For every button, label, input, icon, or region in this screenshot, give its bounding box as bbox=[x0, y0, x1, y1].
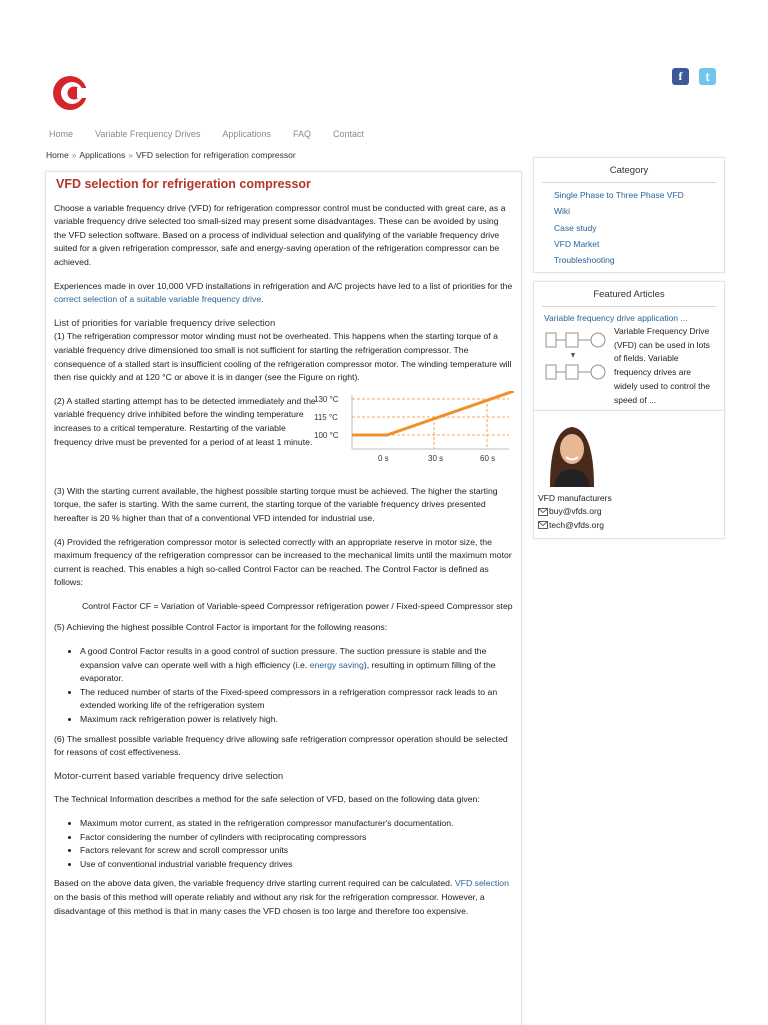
final-text-end: on the basis of this method will operate reliably and without any risk for the refrigeration compressor. However, a disadvantage of this method is that in many cases the VFD chosen is too large and therefore too expensive. bbox=[54, 891, 485, 916]
facebook-icon[interactable]: f bbox=[672, 68, 689, 85]
list-item: • Factors relevant for screw and scroll compressor units bbox=[80, 844, 513, 858]
experience-text: Experiences made in over 10,000 VFD installations in refrigeration and A/C projects have led to a list of priorities for the bbox=[54, 280, 513, 291]
list-item: • The reduced number of starts of the Fixed-speed compressors in a refrigeration compressor rack leads to an extended working life of the refrigeration system bbox=[80, 686, 513, 713]
experience-end: . bbox=[261, 294, 264, 305]
contact-avatar bbox=[540, 419, 604, 487]
temperature-curve bbox=[352, 391, 514, 435]
y-label-115: 115 °C bbox=[314, 412, 338, 422]
priority-3: (3) With the starting current available, the highest possible starting torque must be achieved. The higher the starting torque, the safer is starting. With the same current, the starting torque of the variable frequency drives presented hereafter is 20 % higher than that of a conventional VFD intended for industrial use. bbox=[54, 485, 498, 523]
featured-article-link[interactable]: Variable frequency drive application ... bbox=[544, 313, 688, 323]
page-title: VFD selection for refrigeration compressor bbox=[56, 177, 311, 191]
motor-current-heading: Motor-current based variable frequency drive selection bbox=[54, 770, 284, 782]
x-label-60s: 60 s bbox=[480, 453, 496, 463]
priority-6: (6) The smallest possible variable frequency drive allowing safe refrigeration compressor operation should be selected for reasons of cost effectiveness. bbox=[54, 733, 508, 758]
priority-2: (2) A stalled starting attempt has to be detected immediately and the variable frequency drive inhibited before the winding temperature increases to a critical temperature. Restarting of the variable frequency drive must be prevented for a period of at least 1 minute. bbox=[54, 395, 316, 447]
mail-icon bbox=[538, 508, 548, 516]
list-item: • Maximum rack refrigeration power is relatively high. bbox=[80, 713, 513, 727]
breadcrumb-home[interactable]: Home bbox=[46, 150, 69, 160]
breadcrumb-applications[interactable]: Applications bbox=[79, 150, 126, 160]
temperature-figure bbox=[304, 391, 514, 473]
category-item-single-phase[interactable]: Single Phase to Three Phase VFD bbox=[554, 190, 684, 200]
social-links bbox=[672, 68, 716, 85]
email-tech-link[interactable]: tech@vfds.org bbox=[549, 519, 604, 530]
nav-applications[interactable]: Applications bbox=[222, 129, 271, 139]
category-item-wiki[interactable]: Wiki bbox=[554, 206, 571, 217]
list-item: • Maximum motor current, as stated in the refrigeration compressor manufacturer's documentation. bbox=[80, 817, 513, 831]
featured-article-text: Variable Frequency Drive (VFD) can be used in lots of fields. Variable frequency drives are widely used to control the speed of ... bbox=[614, 326, 710, 405]
featured-article-body bbox=[534, 323, 724, 413]
priority-5: (5) Achieving the highest possible Control Factor is important for the following reasons: bbox=[54, 622, 388, 633]
nav-variable-frequency-drives[interactable]: Variable Frequency Drives bbox=[95, 129, 201, 139]
intro-paragraph: Choose a variable frequency drive (VFD) for refrigeration compressor control must be conducted with great care, as a variable frequency drive selected too small-sized may present some disadvantages. These can be avoided by using the VFD selection software. Based on a process of individual selection and qualifying of the variable frequency drive suited for a given refrigeration compressor, safe and energy-saving operation of the refrigeration compressor can be achieved. bbox=[54, 202, 506, 267]
featured-diagram-thumbnail[interactable] bbox=[540, 325, 610, 389]
mail-icon bbox=[538, 521, 548, 529]
article-header bbox=[54, 178, 513, 192]
contact-buy bbox=[538, 505, 718, 519]
main-nav bbox=[49, 129, 386, 139]
featured-title: Featured Articles bbox=[542, 282, 716, 307]
breadcrumb bbox=[46, 150, 296, 160]
y-label-100: 100 °C bbox=[314, 430, 339, 440]
category-item-vfd-market[interactable]: VFD Market bbox=[554, 238, 600, 249]
priority-4: (4) Provided the refrigeration compressor motor is selected correctly with an appropriate reserve in motor size, the maximum frequency of the refrigeration compressor can be increased to the mechanical limits until the maximum motor current is reached. This enables a high so-called Control Factor can be reached. The Control Factor is defined as follows: bbox=[54, 536, 512, 588]
x-label-0s: 0 s bbox=[378, 453, 389, 463]
category-list bbox=[534, 183, 724, 272]
breadcrumb-current: VFD selection for refrigeration compressor bbox=[136, 150, 296, 160]
nav-contact[interactable]: Contact bbox=[332, 129, 364, 139]
experience-paragraph bbox=[54, 280, 513, 307]
reason-1-end: ), resulting in optimum filling of the evaporator. bbox=[80, 659, 496, 684]
y-label-130: 130 °C bbox=[314, 394, 339, 404]
list-item: • Use of conventional industrial variable frequency drives bbox=[80, 858, 513, 872]
tech-info-paragraph: The Technical Information describes a method for the safe selection of VFD, based on the following data given: bbox=[54, 794, 480, 805]
x-label-30s: 30 s bbox=[428, 453, 444, 463]
nav-home[interactable]: Home bbox=[49, 129, 74, 139]
priority-1: (1) The refrigeration compressor motor winding must not be overheated. This happens when the starting torque of a variable frequency drive dimensioned too small is not sufficient for starting the refrigeration compressor. The consequence of a stalled start is insufficient cooling of the refrigeration compressor motor. The winding temperature will then rise quickly and at 120 °C or above it is in danger (see the Figure on right). bbox=[54, 331, 512, 383]
reason-1-text: A good Control Factor results in a good control of suction pressure. The suction pressure is stable and the expansion valve can operate well with a high efficiency (i.e. bbox=[80, 646, 487, 670]
twitter-icon[interactable]: t bbox=[699, 68, 716, 85]
final-text: Based on the above data given, the variable frequency drive starting current required can be calculated. bbox=[54, 878, 455, 889]
nav-faq[interactable]: FAQ bbox=[292, 129, 311, 139]
priority-2-block bbox=[54, 395, 513, 477]
category-box bbox=[533, 157, 725, 273]
breadcrumb-separator: » bbox=[128, 150, 133, 160]
featured-box bbox=[533, 281, 725, 414]
email-buy-link[interactable]: buy@vfds.org bbox=[549, 506, 602, 516]
list-item bbox=[80, 645, 513, 686]
breadcrumb-separator: » bbox=[71, 150, 77, 160]
contact-label: VFD manufacturers bbox=[538, 492, 612, 503]
vfd-selection-link[interactable]: VFD selection bbox=[454, 878, 509, 889]
data-given-list bbox=[54, 817, 513, 871]
article-panel bbox=[45, 171, 522, 1025]
category-item-case-study[interactable]: Case study bbox=[554, 222, 597, 233]
contact-tech bbox=[538, 519, 718, 533]
list-item: • Factor considering the number of cylinders with reciprocating compressors bbox=[80, 831, 513, 845]
priorities-heading: List of priorities for variable frequency drive selection bbox=[54, 317, 276, 329]
category-item-troubleshooting[interactable]: Troubleshooting bbox=[554, 255, 615, 266]
category-title: Category bbox=[542, 158, 716, 183]
energy-saving-link[interactable]: energy saving bbox=[309, 659, 364, 670]
reasons-list bbox=[54, 645, 513, 727]
final-paragraph bbox=[54, 877, 513, 918]
article-content bbox=[54, 202, 513, 919]
contact-box bbox=[533, 410, 725, 539]
site-logo[interactable] bbox=[52, 74, 88, 112]
control-factor-formula: Control Factor CF = Variation of Variable-speed Compressor refrigeration power / Fixed-speed Compressor step bbox=[82, 600, 513, 611]
correct-selection-link[interactable]: correct selection of a suitable variable frequency drive bbox=[54, 294, 262, 305]
